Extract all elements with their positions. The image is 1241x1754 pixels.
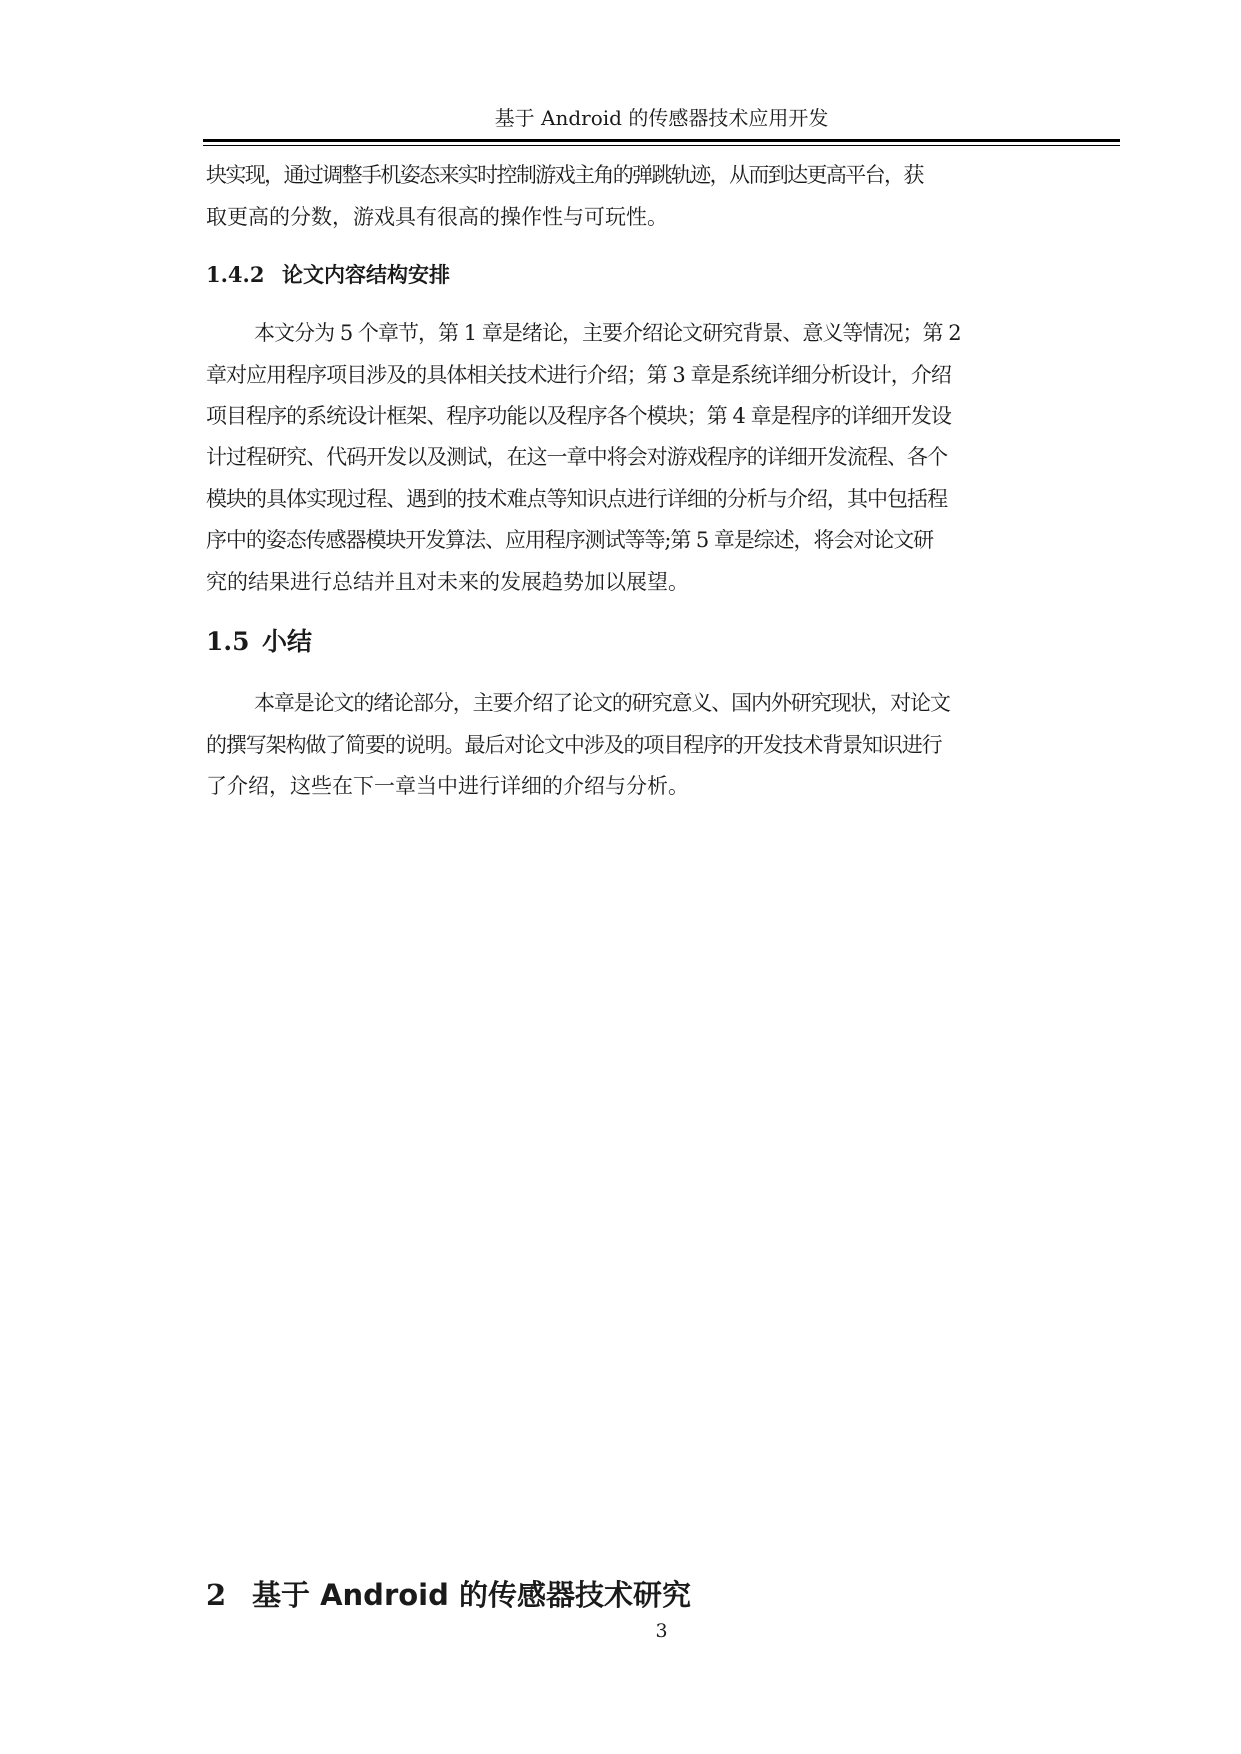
- section-title: 论文内容结构安排: [282, 263, 450, 287]
- body-text-line: 章对应用程序项目涉及的具体相关技术进行介绍；第 3 章是系统详细分析设计，介绍: [206, 363, 951, 387]
- running-header: 基于 Android 的传感器技术应用开发: [494, 106, 829, 130]
- section-heading-1-4-2: [206, 260, 450, 290]
- body-text-line: 计过程研究、代码开发以及测试，在这一章中将会对游戏程序的详细开发流程、各个: [206, 445, 948, 469]
- header-rule-thick: [203, 139, 1120, 142]
- body-text-line: 取更高的分数，游戏具有很高的操作性与可玩性。: [206, 205, 668, 229]
- body-text-line: 究的结果进行总结并且对未来的发展趋势加以展望。: [206, 570, 689, 594]
- body-text-line: 的撰写架构做了简要的说明。最后对论文中涉及的项目程序的开发技术背景知识进行: [206, 733, 942, 757]
- chapter-number: 2: [206, 1578, 227, 1612]
- body-text-line: 序中的姿态传感器模块开发算法、应用程序测试等等;第 5 章是综述，将会对论文研: [206, 528, 934, 552]
- section-title: 小结: [262, 627, 313, 656]
- body-text-line: 块实现，通过调整手机姿态来实时控制游戏主角的弹跳轨迹，从而到达更高平台，获: [206, 163, 923, 187]
- section-number: 1.4.2: [206, 262, 265, 287]
- section-heading-1-5: [206, 624, 312, 661]
- chapter-title: 基于 Android 的传感器技术研究: [252, 1578, 691, 1612]
- section-number: 1.5: [206, 627, 250, 656]
- chapter-heading-2: [206, 1575, 691, 1616]
- body-text-line: 本文分为 5 个章节，第 1 章是绪论，主要介绍论文研究背景、意义等情况；第 2: [254, 321, 961, 345]
- body-text-line: 模块的具体实现过程、遇到的技术难点等知识点进行详细的分析与介绍，其中包括程: [206, 487, 948, 511]
- header-rule-thin: [203, 145, 1120, 146]
- page-number: 3: [655, 1620, 668, 1642]
- body-text-line: 了介绍，这些在下一章当中进行详细的介绍与分析。: [206, 774, 689, 798]
- body-text-line: 项目程序的系统设计框架、程序功能以及程序各个模块；第 4 章是程序的详细开发设: [206, 404, 951, 428]
- body-text-line: 本章是论文的绪论部分，主要介绍了论文的研究意义、国内外研究现状，对论文: [254, 691, 950, 715]
